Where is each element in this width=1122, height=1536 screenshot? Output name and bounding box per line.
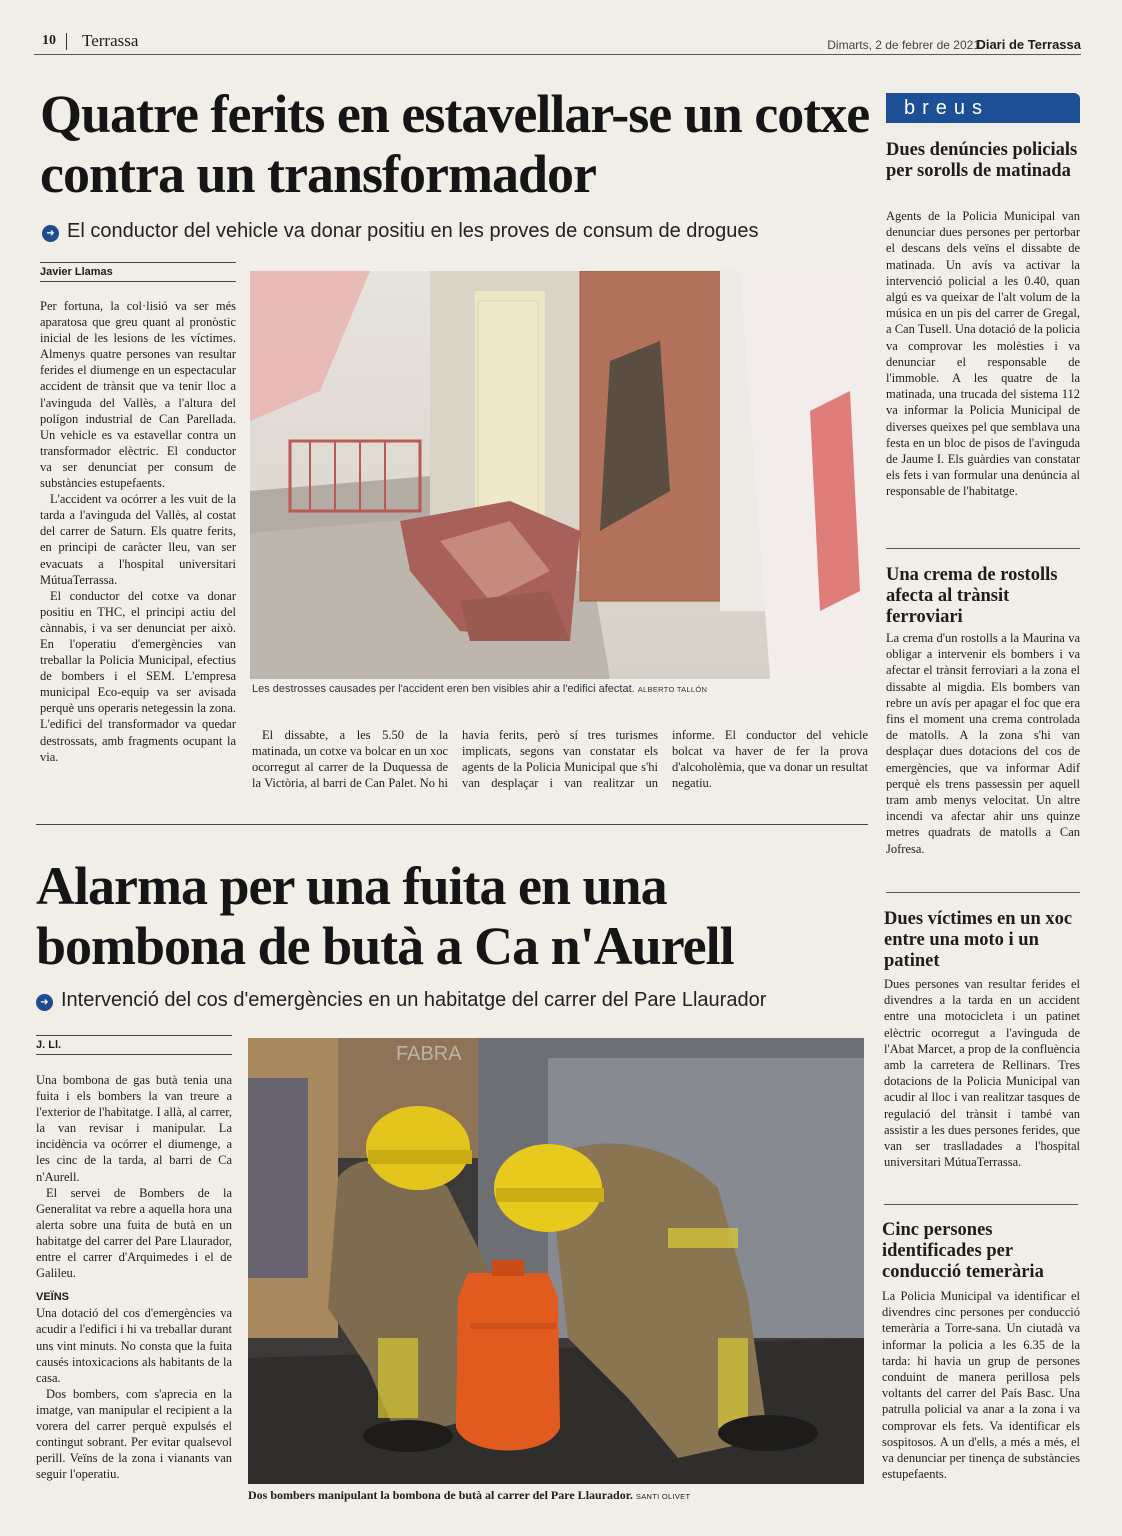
- brief-divider: [886, 892, 1080, 893]
- paragraph: El servei de Bombers de la Generalitat va rebre a aquella hora una alerta sobre una fuita de butà en un habitatge del carrer del Pare Llaurador, entre el carrer d'Arquimedes i el de Galileu.: [36, 1185, 232, 1281]
- story2-headline: Alarma per una fuita en una bombona de butà a Ca n'Aurell: [36, 856, 734, 976]
- paragraph: Una bombona de gas butà tenia una fuita i els bombers la van treure a l'exterior de l'habitatge. I allà, al carrer, la van revisar i manipular. La incidència va ocórrer el diumenge, a les cinc de la tarda, al barri de Ca n'Aurell.: [36, 1073, 232, 1184]
- breus-banner: breus: [886, 93, 1080, 123]
- story2-byline: J. Ll.: [36, 1035, 232, 1055]
- story1-bottom-text: [252, 727, 868, 791]
- photo2-caption-text: Dos bombers manipulant la bombona de butà al carrer del Pare Llaurador.: [248, 1488, 633, 1502]
- accident-photo: [250, 271, 868, 679]
- photo1-caption-text: Les destrosses causades per l'accident eren ben visibles ahir a l'edifici afectat.: [252, 683, 635, 695]
- photo1-credit: ALBERTO TALLÓN: [637, 685, 708, 694]
- story1-headline: Quatre ferits en estavellar-se un cotxe contra un transformador: [40, 84, 870, 204]
- firefighters-photo: [248, 1038, 864, 1484]
- brief-title: Cinc persones identificades per conducció temerària: [882, 1220, 1044, 1282]
- paragraph: Dos bombers, com s'aprecia en la imatge, van manipular el recipient a la vorera del carrer perquè expulsés el contingut sobrant. Per evitar qualsevol perill. Veïns de la zona i vianants van seguir l'operatiu.: [36, 1386, 232, 1482]
- story2-deck: [36, 989, 766, 1012]
- brief-body: La crema d'un rostolls a la Maurina va obligar a intervenir els bombers i va afectar el trànsit ferroviari a la zona el dissabte al migdia. Els bombers van rebre un avís per apagar el foc que era fins el moment una crema controlada de matolls. A la zona s'hi van desplaçar dues dotacions del cos de emergències, que va informar Adif perquè els trens passessin per aquell tram amb menys velocitat. Un altre incendi va afectar ahir uns quinze metres quadrats de matolls a Can Jofresa.: [886, 631, 1080, 856]
- story1-body-column: [40, 298, 236, 765]
- damaged-building-image: [250, 271, 868, 679]
- photo2-caption: [248, 1488, 690, 1503]
- brief-body: Agents de la Policia Municipal van denunciar dues persones per pertorbar el descans dels veïns el dissabte de matinada. Un avís va activar la intervenció policial a les 0.40, quan algú es va queixar de l'alt volum de la música en un pis del carrer de Gregal, a Can Tusell. Una dotació de la policia va comprovar les molèsties i va denunciar el responsable de l'immoble. A les quatre de la matinada, una trucada del sistema 112 va informar la Policia Municipal de diverses queixes pel que semblava una festa en un bloc de pisos de l'avinguda de Jaume I. Els guàrdies van constatar els fets i van formular una denúncia al responsable de l'habitatge.: [886, 209, 1080, 499]
- story2-deck-text: Intervenció del cos d'emergències en un habitatge del carrer del Pare Llaurador: [61, 989, 767, 1011]
- firefighters-image: [248, 1038, 864, 1484]
- photo2-credit: SANTI OLIVET: [635, 1492, 691, 1501]
- story1-deck: [42, 220, 759, 243]
- brief-title: Dues denúncies policials per sorolls de matinada: [886, 140, 1078, 181]
- photo1-caption: [252, 683, 707, 695]
- arrow-bullet-icon: ➜: [42, 225, 59, 242]
- paragraph: Una dotació del cos d'emergències va acudir a l'edifici i hi va treballar durant uns vint minuts. No consta que la fuita causés intoxicacions als habitants de la casa.: [36, 1306, 232, 1385]
- paragraph: L'accident va ocórrer a les vuit de la tarda a l'avinguda del Vallès, al costat del carrer de Saturn. Els quatre ferits, en principi de caràcter lleu, van ser evacuats a l'hospital universitari MútuaTerrassa.: [40, 492, 236, 587]
- section-name: Terrassa: [82, 31, 139, 50]
- story1-deck-text: El conductor del vehicle va donar positiu en les proves de consum de drogues: [67, 220, 759, 242]
- page-number: 10: [42, 33, 56, 48]
- issue-date: Dimarts, 2 de febrer de 2021: [827, 38, 980, 52]
- brief-title: Una crema de rostolls afecta al trànsit ferroviari: [886, 565, 1058, 627]
- story1-byline: Javier Llamas: [40, 262, 236, 282]
- arrow-bullet-icon: ➜: [36, 994, 53, 1011]
- story2-body-column: [36, 1072, 232, 1482]
- brief-divider: [884, 1204, 1078, 1205]
- header-rule: [34, 54, 1081, 55]
- subhead: VEÏNS: [36, 1291, 70, 1304]
- story-divider: [36, 824, 868, 825]
- paragraph: Per fortuna, la col·lisió va ser més aparatosa que greu quant al pronòstic inicial de les lesions de les víctimes. Almenys quatre persones van resultar ferides el diumenge en un espectacular accident de trànsit que va tenir lloc a l'avinguda del Vallès, a l'altura del polígon industrial de Can Parellada. Un vehicle es va estavellar contra un transformador elèctric. El conductor va ser denunciat per consum de substàncies estupefaents.: [40, 299, 236, 491]
- paragraph: El conductor del cotxe va donar positiu en THC, el principi actiu del cànnabis, i va ser denunciat per això. En l'operatiu d'emergències van treballar la Policia Municipal, efectius de bombers i el SEM. L'empresa municipal Eco-equip va ser avisada perquè uns operaris netegessin la zona. L'edifici del transformador va quedar destrossats, amb fragments ocupant la via.: [40, 588, 236, 764]
- brief-title: Dues víctimes en un xoc entre una moto i un patinet: [884, 909, 1073, 971]
- brief-divider: [886, 548, 1080, 549]
- brief-body: La Policia Municipal va identificar el divendres cinc persones per conducció temerària a Torre-sana. Un ciutadà va informar la policia a les 6.35 de la tarda: hi havia un grup de persones conduint de manera perillosa pels voltants del carrer del País Basc. Una patrulla policial va anar a la zona i va comprovar els fets. Va identificar els sospitosos. A un d'ells, a més a més, el va denunciar per tinença de substàncies estupefaents.: [882, 1289, 1080, 1482]
- fabra-sign: FABRA: [396, 1043, 462, 1065]
- paragraph: El dissabte, a les 5.50 de la matinada, un cotxe va bolcar en un xoc ocorregut al carrer de la Duquessa de la Victòria, al barri de Can Palet. No hi havia ferits, però sí tres turismes implicats, segons van constatar els agents de la Policia Municipal que s'hi van desplaçar i van realitzar un informe. El conductor del vehicle bolcat va haver de fer la prova d'alcoholèmia, que va donar un resultat negatiu.: [252, 728, 868, 791]
- brief-body: Dues persones van resultar ferides el divendres a la tarda en un accident entre una motocicleta i un patinet elèctric ocorregut a l'avinguda de l'Abat Marcet, a prop de la confluència amb la carretera de Rellinars. Tres dotacions de la Policia Municipal van acudir al lloc i van realitzar tasques de regulació del trànsit i també van assistir a les dues persones ferides, que van ser traslladades a l'hospital universitari MútuaTerrassa.: [884, 977, 1080, 1170]
- header-separator: [66, 33, 67, 50]
- newspaper-name: Diari de Terrassa: [976, 37, 1081, 52]
